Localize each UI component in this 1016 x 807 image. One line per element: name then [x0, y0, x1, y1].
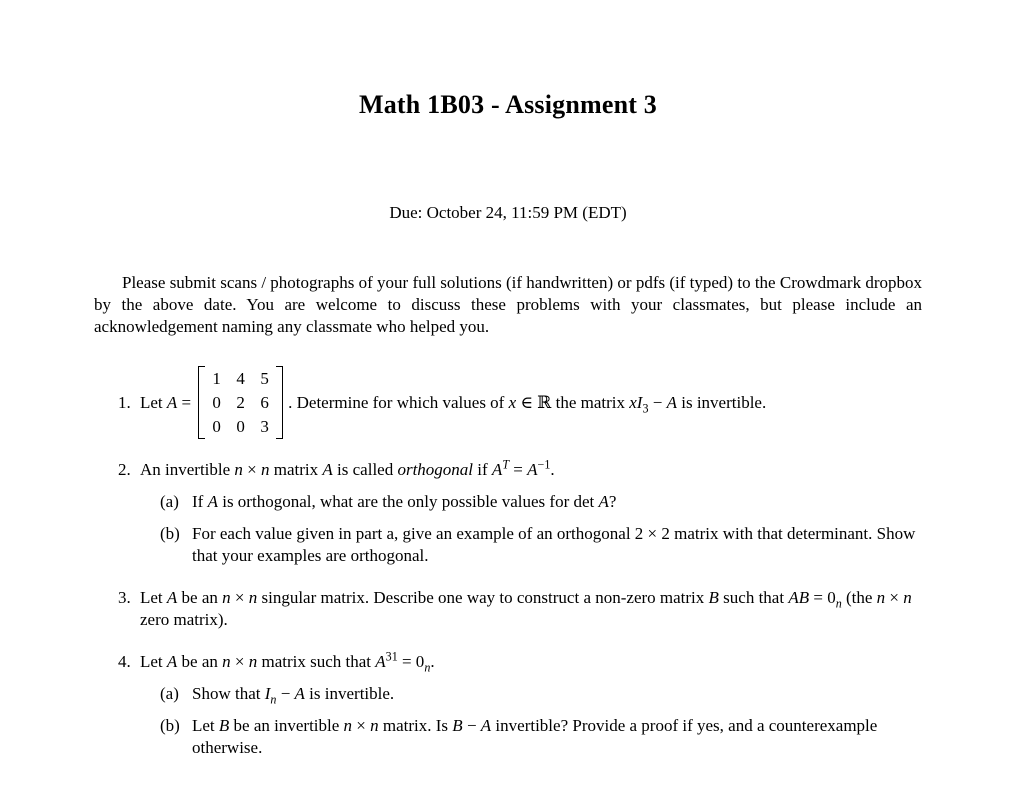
problem-4-number: 4.: [118, 652, 131, 671]
matrix-cell: 5: [260, 369, 269, 388]
problem-4a: [160, 683, 922, 705]
problem-4a-label: (a): [160, 684, 179, 703]
document-title: Math 1B03 - Assignment 3: [358, 90, 658, 119]
problem-2a: [160, 491, 922, 513]
matrix-cell: 3: [260, 417, 269, 436]
problem-2a-text: If A is orthogonal, what are the only possible values for det A?: [192, 492, 617, 511]
problem-2b-text: For each value given in part a, give an example of an orthogonal 2 × 2 matrix with that determinant. Show that your examples are orthogonal.: [192, 524, 916, 565]
problem-2-text: An invertible n × n matrix A is called orthogonal if $A^T = A^{-1}$.: [140, 457, 555, 479]
problem-4b-label: (b): [160, 716, 180, 735]
problem-4b: [160, 715, 922, 759]
problem-list: [94, 366, 922, 759]
problem-2: [94, 459, 922, 567]
matrix-cell: 1: [212, 369, 221, 388]
problem-2b: [160, 523, 922, 567]
matrix-cell: 0: [236, 417, 245, 436]
problem-1: [94, 366, 922, 439]
matrix-cell: 0: [212, 393, 221, 412]
due-date-line: Due: October 24, 11:59 PM (EDT): [389, 203, 627, 222]
matrix-cells: [205, 366, 276, 439]
intro-paragraph: Please submit scans / photographs of your full solutions (if handwritten) or pdfs (if typed) to the Crowdmark dropbox by the above date. You are welcome to discuss these problems with your classmates, but please include an acknowledgement naming any classmate who helped you.: [94, 273, 922, 336]
matrix-right-bracket-icon: [276, 366, 283, 439]
matrix-cell: 2: [236, 393, 245, 412]
problem-3-number: 3.: [118, 588, 131, 607]
problem-4b-text: Let B be an invertible n × n matrix. Is B − A invertible? Provide a proof if yes, and a counterexample otherwise.: [192, 716, 878, 757]
problem-2b-label: (b): [160, 524, 180, 543]
matrix-cell: 0: [212, 417, 221, 436]
problem-3: [94, 587, 922, 631]
problem-2-subitems: [160, 491, 922, 567]
problem-1-body: [140, 366, 922, 439]
problem-2a-label: (a): [160, 492, 179, 511]
problem-4: [94, 651, 922, 759]
problem-3-text: Let A be an n × n singular matrix. Describe one way to construct a non-zero matrix B such that AB = $0_n$ (the n × n zero matrix).: [140, 588, 912, 629]
matrix-cell: 4: [236, 369, 245, 388]
problem-2-body: [140, 459, 922, 567]
problem-4-body: [140, 651, 922, 759]
problem-1-text-post: . Determine for which values of x ∈ ℝ the matrix $xI_3 - A$ is invertible.: [288, 392, 767, 415]
problem-1-number: 1.: [118, 392, 131, 412]
problem-4a-text: Show that $I_n - A$ is invertible.: [192, 684, 395, 707]
matrix-cell: 6: [260, 393, 269, 412]
matrix-left-bracket-icon: [198, 366, 205, 439]
problem-3-body: [140, 587, 922, 631]
problem-4-subitems: [160, 683, 922, 759]
matrix-A: [198, 366, 283, 439]
problem-4-text: Let A be an n × n matrix such that $A^{31} = 0_n$.: [140, 649, 435, 675]
problem-2-number: 2.: [118, 460, 131, 479]
problem-1-text-pre: Let A =: [140, 392, 192, 412]
